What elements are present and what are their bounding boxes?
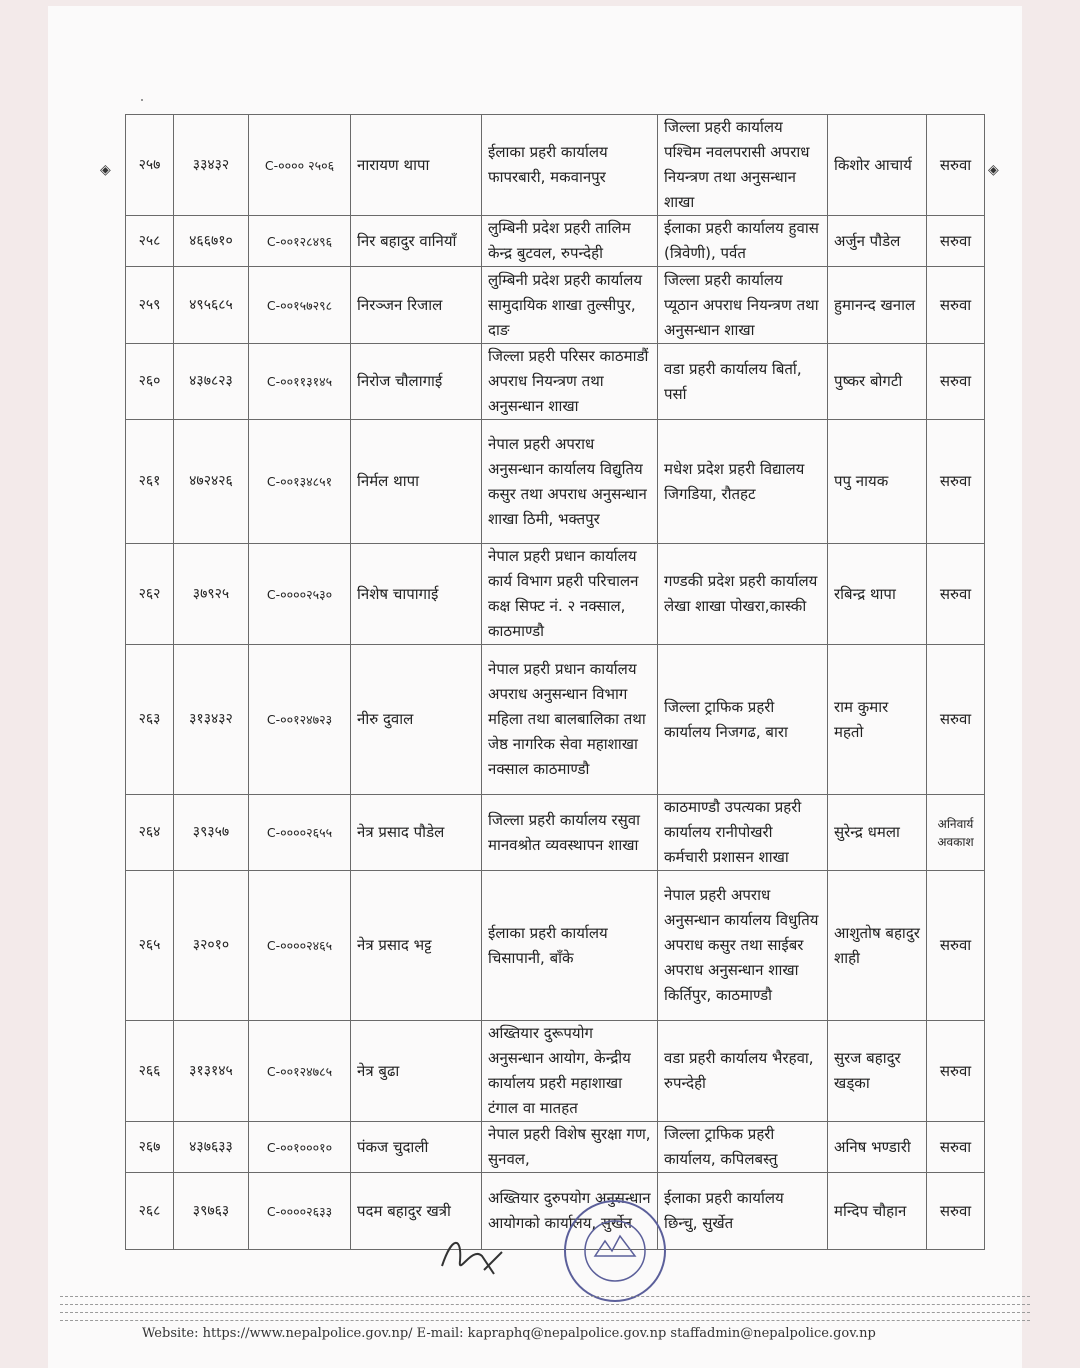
table-row	[126, 115, 985, 216]
row-approver: अर्जुन पौडेल	[828, 216, 927, 267]
row-code: C-००००२४६५	[249, 871, 351, 1021]
row-serial: २६८	[126, 1173, 174, 1250]
signature	[432, 1226, 512, 1286]
row-name: नेत्र बुढा	[351, 1021, 482, 1122]
row-code: C-००१२४७८५	[249, 1021, 351, 1122]
row-name: नेत्र प्रसाद पौडेल	[351, 795, 482, 871]
row-name: पदम बहादुर खत्री	[351, 1173, 482, 1250]
row-number: ४६६७१०	[174, 216, 249, 267]
row-number: ४९५६८५	[174, 267, 249, 344]
table-row	[126, 871, 985, 1021]
table-row	[126, 645, 985, 795]
row-number: ४३७६३३	[174, 1122, 249, 1173]
official-seal	[560, 1196, 670, 1306]
row-number: ३९३५७	[174, 795, 249, 871]
transfer-table	[125, 114, 985, 1250]
row-to-office: वडा प्रहरी कार्यालय भैरहवा, रुपन्देही	[658, 1021, 828, 1122]
row-code: C-००११३१४५	[249, 344, 351, 420]
row-code: C-००१२४७२३	[249, 645, 351, 795]
row-code: C-००००२६३३	[249, 1173, 351, 1250]
row-serial: २६०	[126, 344, 174, 420]
row-from-office: ईलाका प्रहरी कार्यालय फापरबारी, मकवानपुर	[482, 115, 658, 216]
footer-rule-4	[60, 1320, 1030, 1321]
row-approver: रबिन्द्र थापा	[828, 544, 927, 645]
row-from-office: लुम्बिनी प्रदेश प्रहरी तालिम केन्द्र बुटवल, रुपन्देही	[482, 216, 658, 267]
row-serial: २६२	[126, 544, 174, 645]
row-to-office: जिल्ला ट्राफिक प्रहरी कार्यालय, कपिलबस्तु	[658, 1122, 828, 1173]
row-number: ३१३१४५	[174, 1021, 249, 1122]
footer-contact: Website: https://www.nepalpolice.gov.np/ E-mail: kapraphq@nepalpolice.gov.np staffadmin@nepalpolice.gov.np	[142, 1326, 876, 1341]
row-status: सरुवा	[927, 216, 985, 267]
row-to-office: ईलाका प्रहरी कार्यालय हुवास (त्रिवेणी), पर्वत	[658, 216, 828, 267]
row-status: सरुवा	[927, 420, 985, 544]
row-from-office: जिल्ला प्रहरी कार्यालय रसुवा मानवश्रोत व्यवस्थापन शाखा	[482, 795, 658, 871]
row-serial: २६६	[126, 1021, 174, 1122]
row-code: C-००१२८४९६	[249, 216, 351, 267]
row-approver: हुमानन्द खनाल	[828, 267, 927, 344]
row-to-office: वडा प्रहरी कार्यालय बिर्ता, पर्सा	[658, 344, 828, 420]
row-from-office: नेपाल प्रहरी प्रधान कार्यालय कार्य विभाग प्रहरी परिचालन कक्ष सिफ्ट नं. २ नक्साल, काठमाण्डौ	[482, 544, 658, 645]
punch-hole-mark-right: ◈	[988, 162, 999, 178]
row-code: C-००१०००१०	[249, 1122, 351, 1173]
row-to-office: नेपाल प्रहरी अपराध अनुसन्धान कार्यालय विधुतिय अपराध कसुर तथा साईबर अपराध अनुसन्धान शाखा किर्तिपुर, काठमाण्डौ	[658, 871, 828, 1021]
row-to-office: जिल्ला प्रहरी कार्यालय पश्चिम नवलपरासी अपराध नियन्त्रण तथा अनुसन्धान शाखा	[658, 115, 828, 216]
row-name: निशेष चापागाई	[351, 544, 482, 645]
row-approver: मन्दिप चौहान	[828, 1173, 927, 1250]
row-name: निर्मल थापा	[351, 420, 482, 544]
row-to-office: गण्डकी प्रदेश प्रहरी कार्यालय लेखा शाखा पोखरा,कास्की	[658, 544, 828, 645]
table-row	[126, 344, 985, 420]
row-status: सरुवा	[927, 1021, 985, 1122]
row-approver: अनिष भण्डारी	[828, 1122, 927, 1173]
row-number: ३१३४३२	[174, 645, 249, 795]
row-number: ३३४३२	[174, 115, 249, 216]
row-from-office: नेपाल प्रहरी प्रधान कार्यालय अपराध अनुसन्धान विभाग महिला तथा बालबालिका तथा जेष्ठ नागरिक सेवा महाशाखा नक्साल काठमाण्डौ	[482, 645, 658, 795]
row-number: ४७२४२६	[174, 420, 249, 544]
row-number: ३७९२५	[174, 544, 249, 645]
row-approver: पुष्कर बोगटी	[828, 344, 927, 420]
row-to-office: काठमाण्डौ उपत्यका प्रहरी कार्यालय रानीपोखरी कर्मचारी प्रशासन शाखा	[658, 795, 828, 871]
row-serial: २५९	[126, 267, 174, 344]
row-name: निर बहादुर वानियाँ	[351, 216, 482, 267]
row-status: सरुवा	[927, 871, 985, 1021]
table-row	[126, 544, 985, 645]
row-number: ३२०१०	[174, 871, 249, 1021]
table-row	[126, 795, 985, 871]
row-serial: २५७	[126, 115, 174, 216]
row-status: सरुवा	[927, 115, 985, 216]
scan-speck	[141, 99, 143, 101]
row-approver: आशुतोष बहादुर शाही	[828, 871, 927, 1021]
row-serial: २६१	[126, 420, 174, 544]
row-from-office: ईलाका प्रहरी कार्यालय चिसापानी, बाँके	[482, 871, 658, 1021]
row-from-office: अख्तियार दुरूपयोग अनुसन्धान आयोग, केन्द्रीय कार्यालय प्रहरी महाशाखा टंगाल वा मातहत	[482, 1021, 658, 1122]
footer-rule-2	[60, 1304, 1030, 1305]
row-name: नेत्र प्रसाद भट्ट	[351, 871, 482, 1021]
footer-rule-1	[60, 1296, 1030, 1297]
row-code: C-००१५७२९८	[249, 267, 351, 344]
row-serial: २६७	[126, 1122, 174, 1173]
row-to-office: मधेश प्रदेश प्रहरी विद्यालय जिगडिया, रौतहट	[658, 420, 828, 544]
row-from-office: जिल्ला प्रहरी परिसर काठमाडौं अपराध नियन्त्रण तथा अनुसन्धान शाखा	[482, 344, 658, 420]
punch-hole-mark-left: ◈	[100, 162, 111, 178]
table-row	[126, 1021, 985, 1122]
row-to-office: ईलाका प्रहरी कार्यालय छिन्चु, सुर्खेत	[658, 1173, 828, 1250]
row-approver: राम कुमार महतो	[828, 645, 927, 795]
row-status: सरुवा	[927, 1173, 985, 1250]
table-row	[126, 420, 985, 544]
row-from-office: अख्तियार दुरुपयोग अनुसन्धान आयोगको कार्यालय, सुर्खेत	[482, 1173, 658, 1250]
table-row	[126, 267, 985, 344]
row-approver: सुरज बहादुर खड्का	[828, 1021, 927, 1122]
row-to-office: जिल्ला प्रहरी कार्यालय प्यूठान अपराध नियन्त्रण तथा अनुसन्धान शाखा	[658, 267, 828, 344]
row-serial: २६४	[126, 795, 174, 871]
row-code: C-००००२५३०	[249, 544, 351, 645]
row-status: सरुवा	[927, 645, 985, 795]
row-status: सरुवा	[927, 544, 985, 645]
row-status: सरुवा	[927, 344, 985, 420]
row-to-office: जिल्ला ट्राफिक प्रहरी कार्यालय निजगढ, बारा	[658, 645, 828, 795]
table-row	[126, 216, 985, 267]
row-serial: २६५	[126, 871, 174, 1021]
row-code: C-००१३४८५१	[249, 420, 351, 544]
row-from-office: नेपाल प्रहरी विशेष सुरक्षा गण, सुनवल,	[482, 1122, 658, 1173]
row-name: निरञ्जन रिजाल	[351, 267, 482, 344]
row-name: पंकज चुदाली	[351, 1122, 482, 1173]
row-status: सरुवा	[927, 267, 985, 344]
row-number: ३९७६३	[174, 1173, 249, 1250]
row-number: ४३७८२३	[174, 344, 249, 420]
row-name: नारायण थापा	[351, 115, 482, 216]
row-status: सरुवा	[927, 1122, 985, 1173]
row-approver: सुरेन्द्र धमला	[828, 795, 927, 871]
row-code: C-००००२६५५	[249, 795, 351, 871]
table-row	[126, 1173, 985, 1250]
row-from-office: नेपाल प्रहरी अपराध अनुसन्धान कार्यालय विद्युतिय कसुर तथा अपराध अनुसन्धान शाखा ठिमी, भक्तपुर	[482, 420, 658, 544]
footer-rule-3	[60, 1312, 1030, 1313]
row-approver: पपु नायक	[828, 420, 927, 544]
table-row	[126, 1122, 985, 1173]
row-name: निरोज चौलागाई	[351, 344, 482, 420]
row-serial: २५८	[126, 216, 174, 267]
row-name: नीरु दुवाल	[351, 645, 482, 795]
row-serial: २६३	[126, 645, 174, 795]
row-approver: किशोर आचार्य	[828, 115, 927, 216]
row-from-office: लुम्बिनी प्रदेश प्रहरी कार्यालय सामुदायिक शाखा तुल्सीपुर, दाङ	[482, 267, 658, 344]
row-code: C-०००० २५०६	[249, 115, 351, 216]
row-status: अनिवार्य अवकाश	[927, 795, 985, 871]
